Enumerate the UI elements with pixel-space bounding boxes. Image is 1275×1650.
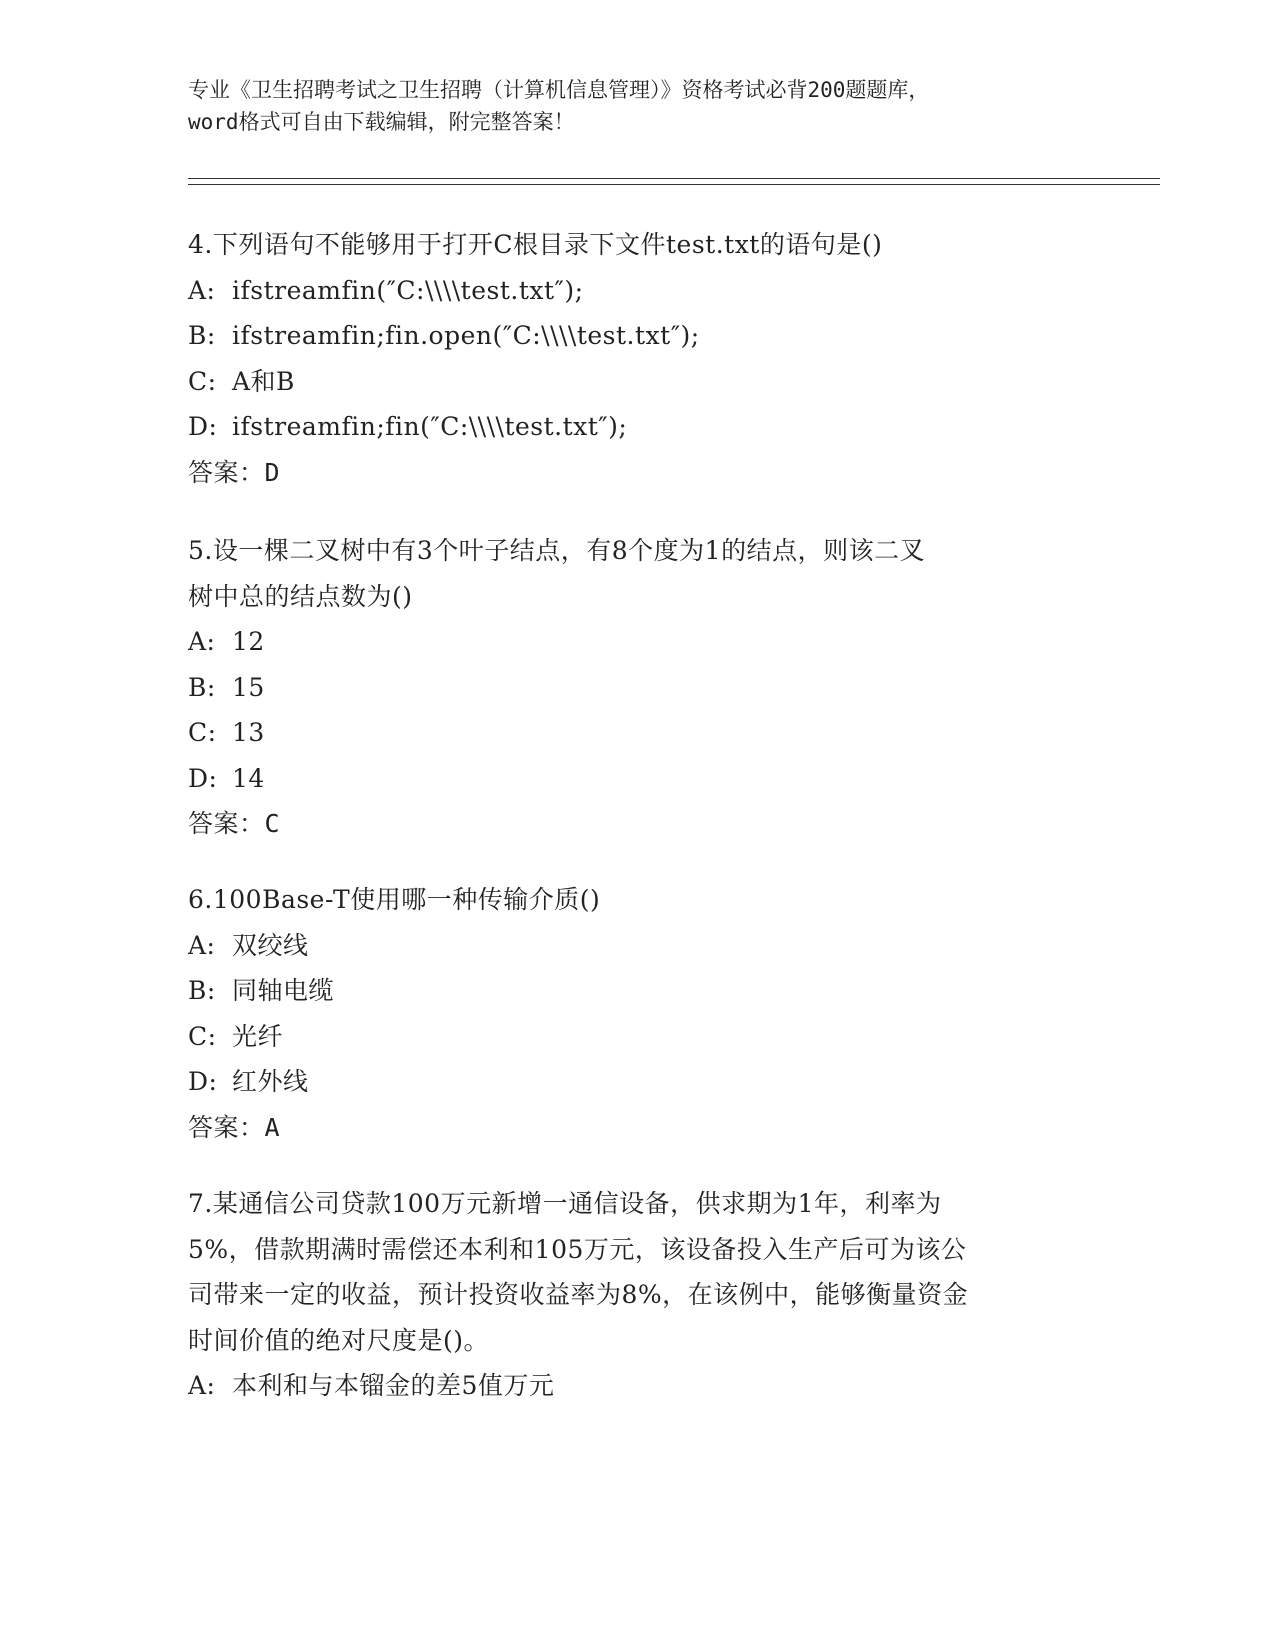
answer-value: D: [264, 457, 281, 487]
answer-line: [188, 1105, 1088, 1151]
question-stem-line-4: 时间价值的绝对尺度是()。: [188, 1325, 490, 1355]
question-stem: 4.下列语句不能够用于打开C根目录下文件test.txt的语句是(): [188, 230, 883, 259]
option-c: [188, 1014, 1088, 1060]
option-letter: C:: [188, 1021, 217, 1051]
option-letter: A:: [188, 275, 216, 305]
question-stem-line-1: 7.某通信公司贷款100万元新增一通信设备，供求期为1年，利率为: [188, 1189, 942, 1218]
question-4: [188, 222, 1088, 495]
header-line-2: word格式可自由下载编辑，附完整答案！: [188, 110, 575, 134]
answer-value: C: [264, 809, 281, 838]
question-stem-line-2: 树中总的结点数为(): [188, 581, 413, 611]
option-d: [188, 756, 1088, 802]
option-a: [188, 268, 1088, 314]
question-6: [188, 877, 1088, 1150]
option-letter: C:: [188, 366, 217, 396]
option-letter: A:: [188, 627, 216, 656]
option-text: ifstreamfin;fin(″C:\\\\test.txt″);: [232, 412, 628, 441]
option-c: [188, 710, 1088, 756]
answer-line: [188, 450, 1088, 496]
answer-line: [188, 801, 1088, 847]
question-5: [188, 528, 1088, 847]
option-text: 13: [232, 718, 265, 747]
option-letter: D:: [188, 412, 218, 441]
option-letter: C:: [188, 718, 217, 747]
option-text: A和B: [232, 366, 295, 396]
answer-label: 答案：: [188, 457, 265, 487]
header-divider: [188, 178, 1160, 185]
option-d: [188, 1059, 1088, 1105]
option-text: 双绞线: [232, 930, 309, 960]
option-b: [188, 968, 1088, 1014]
option-text: 同轴电缆: [232, 976, 335, 1005]
option-letter: B:: [188, 672, 216, 702]
option-text: 本利和与本镏金的差5值万元: [232, 1371, 555, 1400]
option-text: 12: [232, 627, 265, 656]
option-letter: A:: [188, 930, 216, 960]
option-letter: D:: [188, 763, 218, 793]
option-text: ifstreamfin(″C:\\\\test.txt″);: [232, 275, 584, 305]
option-b: [188, 313, 1088, 359]
option-text: 红外线: [232, 1067, 309, 1096]
question-stem-line-1: 5.设一棵二叉树中有3个叶子结点，有8个度为1的结点，则该二叉: [188, 536, 926, 565]
option-a: [188, 619, 1088, 665]
option-d: [188, 404, 1088, 450]
option-letter: A:: [188, 1371, 216, 1400]
option-a: [188, 1363, 1088, 1409]
document-header: [188, 74, 1088, 138]
option-text: 14: [232, 763, 265, 793]
option-letter: B:: [188, 976, 216, 1005]
answer-label: 答案：: [188, 809, 265, 838]
option-text: 光纤: [232, 1021, 284, 1051]
question-stem-line-3: 司带来一定的收益，预计投资收益率为8%，在该例中，能够衡量资金: [188, 1280, 969, 1309]
question-7: [188, 1181, 1088, 1409]
question-stem: 6.100Base-T使用哪一种传输介质(): [188, 885, 601, 914]
option-letter: D:: [188, 1067, 218, 1096]
header-line-1: 专业《卫生招聘考试之卫生招聘（计算机信息管理）》资格考试必背200题题库，: [188, 78, 930, 102]
option-a: [188, 923, 1088, 969]
option-letter: B:: [188, 321, 216, 350]
option-text: 15: [232, 672, 265, 702]
option-b: [188, 665, 1088, 711]
question-stem-line-2: 5%，借款期满时需偿还本利和105万元，该设备投入生产后可为该公: [188, 1234, 967, 1264]
option-c: [188, 359, 1088, 405]
option-text: ifstreamfin;fin.open(″C:\\\\test.txt″);: [232, 321, 700, 350]
answer-label: 答案：: [188, 1112, 265, 1142]
answer-value: A: [264, 1112, 281, 1142]
